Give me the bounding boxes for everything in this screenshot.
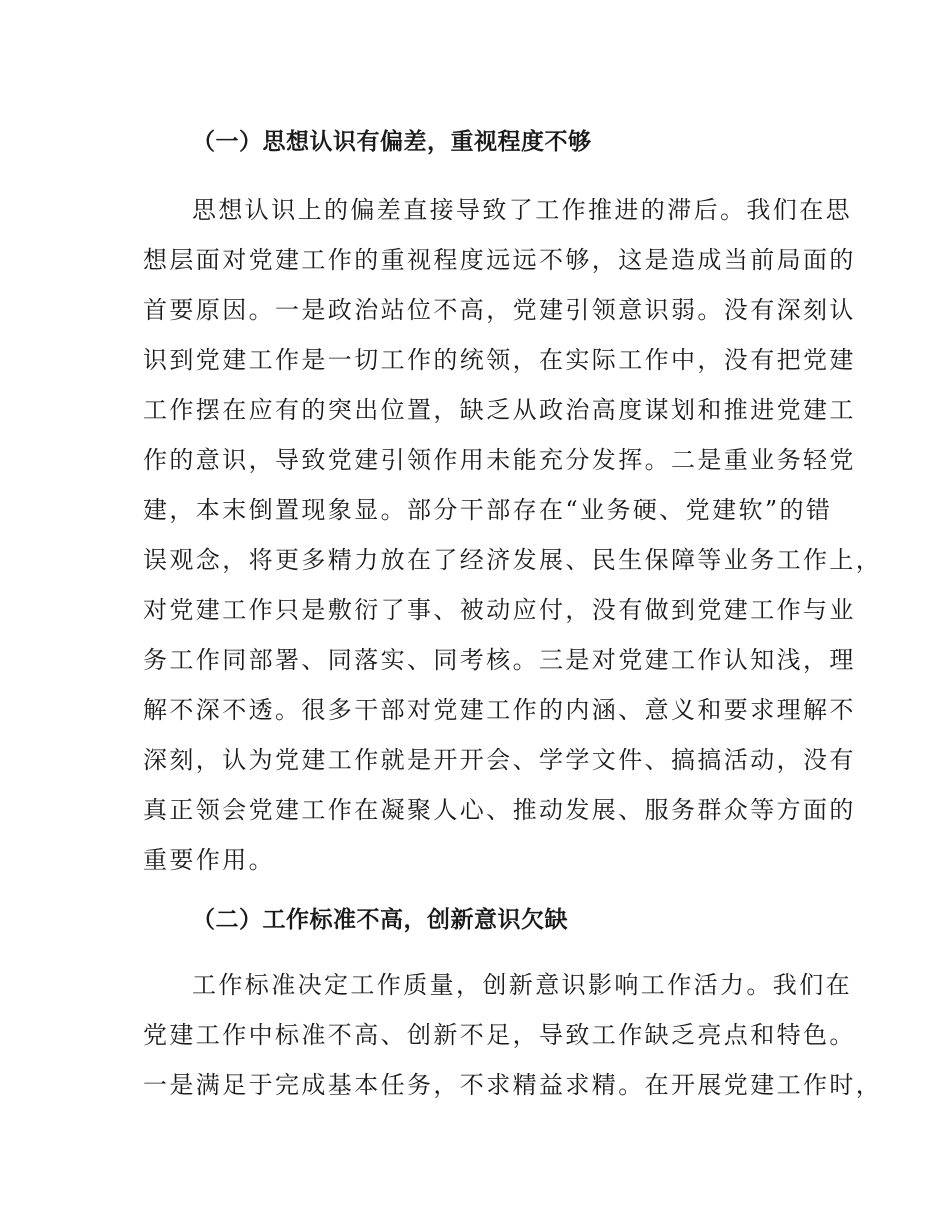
paragraph-line: 误观念，将更多精力放在了经济发展、民生保障等业务工作上，: [143, 546, 883, 574]
paragraph-line: 重要作用。: [143, 846, 275, 874]
paragraph-line: 一是满足于完成基本任务，不求精益求精。在开展党建工作时，: [143, 1071, 883, 1099]
paragraph-line: 作的意识，导致党建引领作用未能充分发挥。二是重业务轻党: [143, 446, 856, 474]
section-2-heading: （二）工作标准不高，创新意识欠缺: [192, 907, 568, 933]
paragraph-line: 党建工作中标准不高、创新不足，导致工作缺乏亮点和特色。: [143, 1021, 856, 1049]
section-1-paragraph: [143, 185, 883, 885]
paragraph-line: 建，本末倒置现象显。部分干部存在“业务硬、党建软”的错: [143, 496, 833, 524]
section-2-paragraph: [143, 960, 883, 1110]
paragraph-line: 首要原因。一是政治站位不高，党建引领意识弱。没有深刻认: [143, 296, 856, 324]
paragraph-line: 深刻，认为党建工作就是开开会、学学文件、搞搞活动，没有: [143, 746, 856, 774]
paragraph-line: 真正领会党建工作在凝聚人心、推动发展、服务群众等方面的: [143, 796, 856, 824]
paragraph-line: 工作摆在应有的突出位置，缺乏从政治高度谋划和推进党建工: [143, 396, 856, 424]
paragraph-line: 工作标准决定工作质量，创新意识影响工作活力。我们在: [192, 971, 852, 999]
paragraph-line: 思想认识上的偏差直接导致了工作推进的滞后。我们在思: [192, 196, 852, 224]
paragraph-line: 务工作同部署、同落实、同考核。三是对党建工作认知浅，理: [143, 646, 856, 674]
paragraph-line: 对党建工作只是敷衍了事、被动应付，没有做到党建工作与业: [143, 596, 856, 624]
section-1-heading: （一）思想认识有偏差，重视程度不够: [192, 129, 592, 155]
paragraph-line: 识到党建工作是一切工作的统领，在实际工作中，没有把党建: [143, 346, 856, 374]
paragraph-line: 解不深不透。很多干部对党建工作的内涵、意义和要求理解不: [143, 696, 856, 724]
paragraph-line: 想层面对党建工作的重视程度远远不够，这是造成当前局面的: [143, 246, 856, 274]
